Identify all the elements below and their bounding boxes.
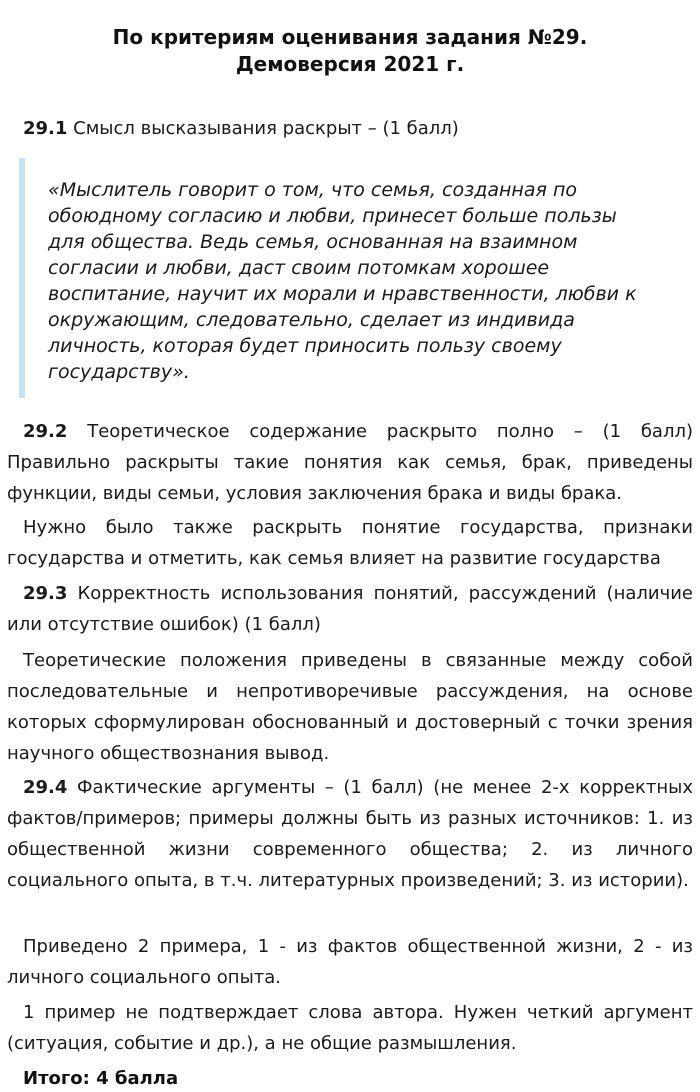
criterion-29-4-note-1: Приведено 2 примера, 1 - из фактов общественной жизни, 2 - из личного социального опыта. <box>7 936 693 988</box>
criterion-number: 29.1 <box>23 118 68 139</box>
criterion-29-1 <box>7 113 693 144</box>
criterion-text: Корректность использования понятий, рассуждений (наличие или отсутствие ошибок) (1 балл) <box>7 583 693 635</box>
title-line-1: По критериям оценивания задания №29. <box>112 25 588 49</box>
criterion-number: 29.2 <box>23 421 68 442</box>
title-line-2: Демоверсия 2021 г. <box>235 52 465 76</box>
criterion-29-4 <box>7 772 693 896</box>
criterion-29-2 <box>7 416 693 509</box>
criterion-number: 29.3 <box>23 583 68 604</box>
criterion-29-2-note: Нужно было также раскрыть понятие государства, признаки государства и отметить, как семья влияет на развитие государства <box>7 517 693 569</box>
criterion-29-4-note-2: 1 пример не подтверждает слова автора. Нужен четкий аргумент (ситуация, событие и др.), а не общие размышления. <box>7 1002 693 1054</box>
quote-text: «Мыслитель говорит о том, что семья, созданная по обоюдному согласию и любви, принесет больше пользы для общества. Ведь семья, основанная на взаимном согласии и любви, даст своим потомкам хорошее воспитание, научит их морали и нравственности, любви к окружающим, следовательно, сделает из индивида личность, которая будет приносить пользу своему государству». <box>48 179 637 383</box>
page-title <box>0 24 700 78</box>
total-score: Итого: 4 балла <box>23 1068 179 1089</box>
blockquote <box>19 158 659 398</box>
criterion-29-3 <box>7 578 693 640</box>
criterion-text: Смысл высказывания раскрыт – (1 балл) <box>67 118 459 139</box>
criterion-text: Теоретическое содержание раскрыто полно – (1 балл) Правильно раскрыты такие понятия как семья, брак, приведены функции, виды семьи, условия заключения брака и виды брака. <box>7 421 693 504</box>
criterion-number: 29.4 <box>23 777 68 798</box>
criterion-text: Фактические аргументы – (1 балл) (не менее 2-х корректных фактов/примеров; примеры должны быть из разных источников: 1. из общественной жизни современного общества; 2. из личного социального опыта, в т.ч. литературных произведений; 3. из истории). <box>7 777 693 891</box>
criterion-29-3-note: Теоретические положения приведены в связанные между собой последовательные и непротиворечивые рассуждения, на основе которых сформулирован обоснованный и достоверный с точки зрения научного обществознания вывод. <box>7 650 693 764</box>
